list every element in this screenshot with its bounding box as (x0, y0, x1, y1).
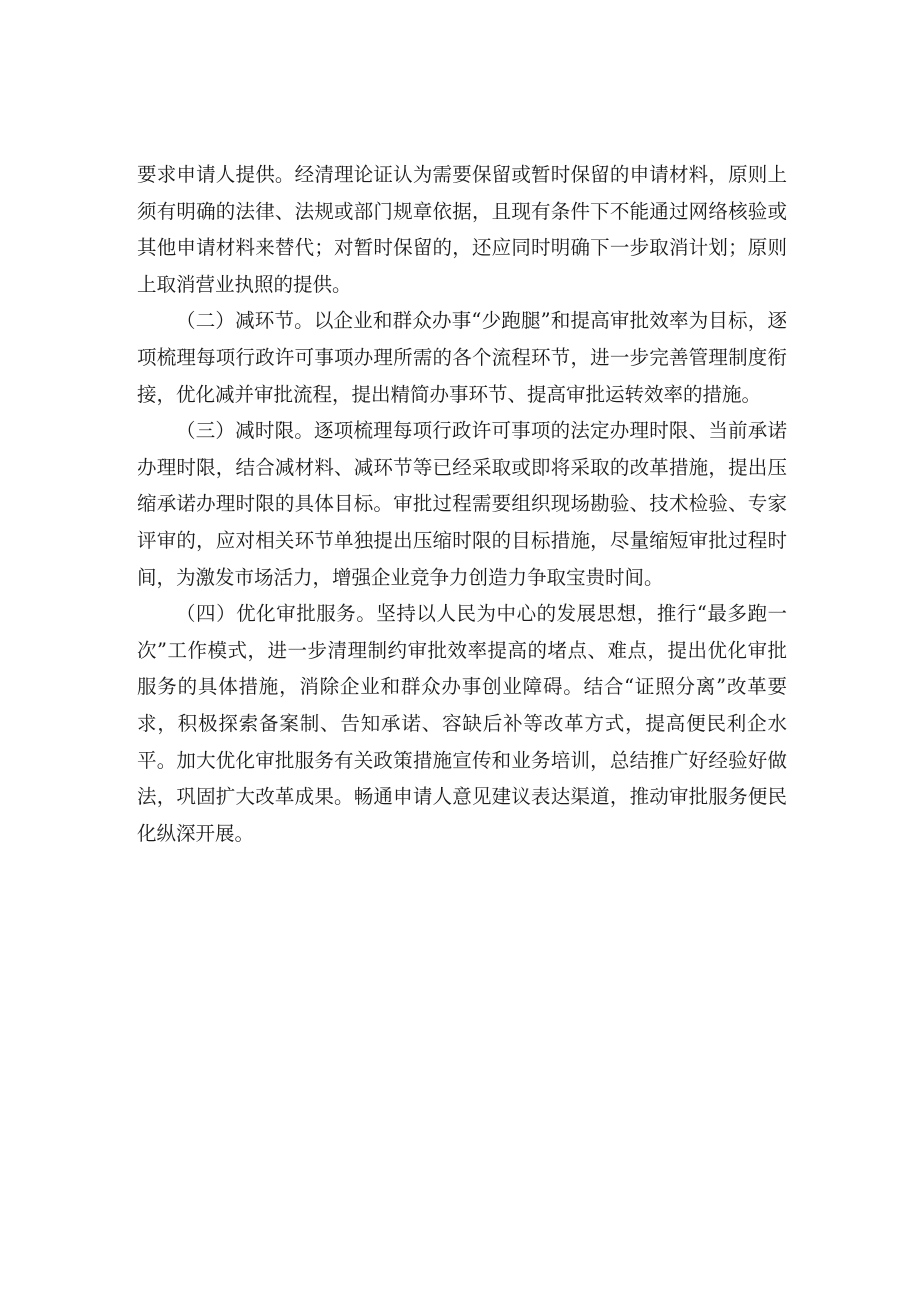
paragraph-reduce-steps: （二）减环节。以企业和群众办事“少跑腿”和提高审批效率为目标，逐项梳理每项行政许可事项办理所需的各个流程环节，进一步完善管理制度衔接，优化减并审批流程，提出精简办事环节、提高审批运转效率的措施。 (137, 309, 787, 406)
document-body (137, 157, 787, 852)
paragraph-optimize-approval-services: （四）优化审批服务。坚持以人民为中心的发展思想，推行“最多跑一次”工作模式，进一步清理制约审批效率提高的堵点、难点，提出优化审批服务的具体措施，消除企业和群众办事创业障碍。结合“证照分离”改革要求，积极探索备案制、告知承诺、容缺后补等改革方式，提高便民利企水平。加大优化审批服务有关政策措施宣传和业务培训，总结推广好经验好做法，巩固扩大改革成果。畅通申请人意见建议表达渠道，推动审批服务便民化纵深开展。 (137, 602, 787, 845)
paragraph-reduce-time-limits: （三）减时限。逐项梳理每项行政许可事项的法定办理时限、当前承诺办理时限，结合减材料、减环节等已经采取或即将采取的改革措施，提出压缩承诺办理时限的具体目标。审批过程需要组织现场勘验、技术检验、专家评审的，应对相关环节单独提出压缩时限的目标措施，尽量缩短审批过程时间，为激发市场活力，增强企业竞争力创造力争取宝贵时间。 (137, 419, 787, 589)
paragraph-continuation: 要求申请人提供。经清理论证认为需要保留或暂时保留的申请材料，原则上须有明确的法律、法规或部门规章依据，且现有条件下不能通过网络核验或其他申请材料来替代；对暂时保留的，还应同时明确下一步取消计划；原则上取消营业执照的提供。 (137, 163, 787, 296)
